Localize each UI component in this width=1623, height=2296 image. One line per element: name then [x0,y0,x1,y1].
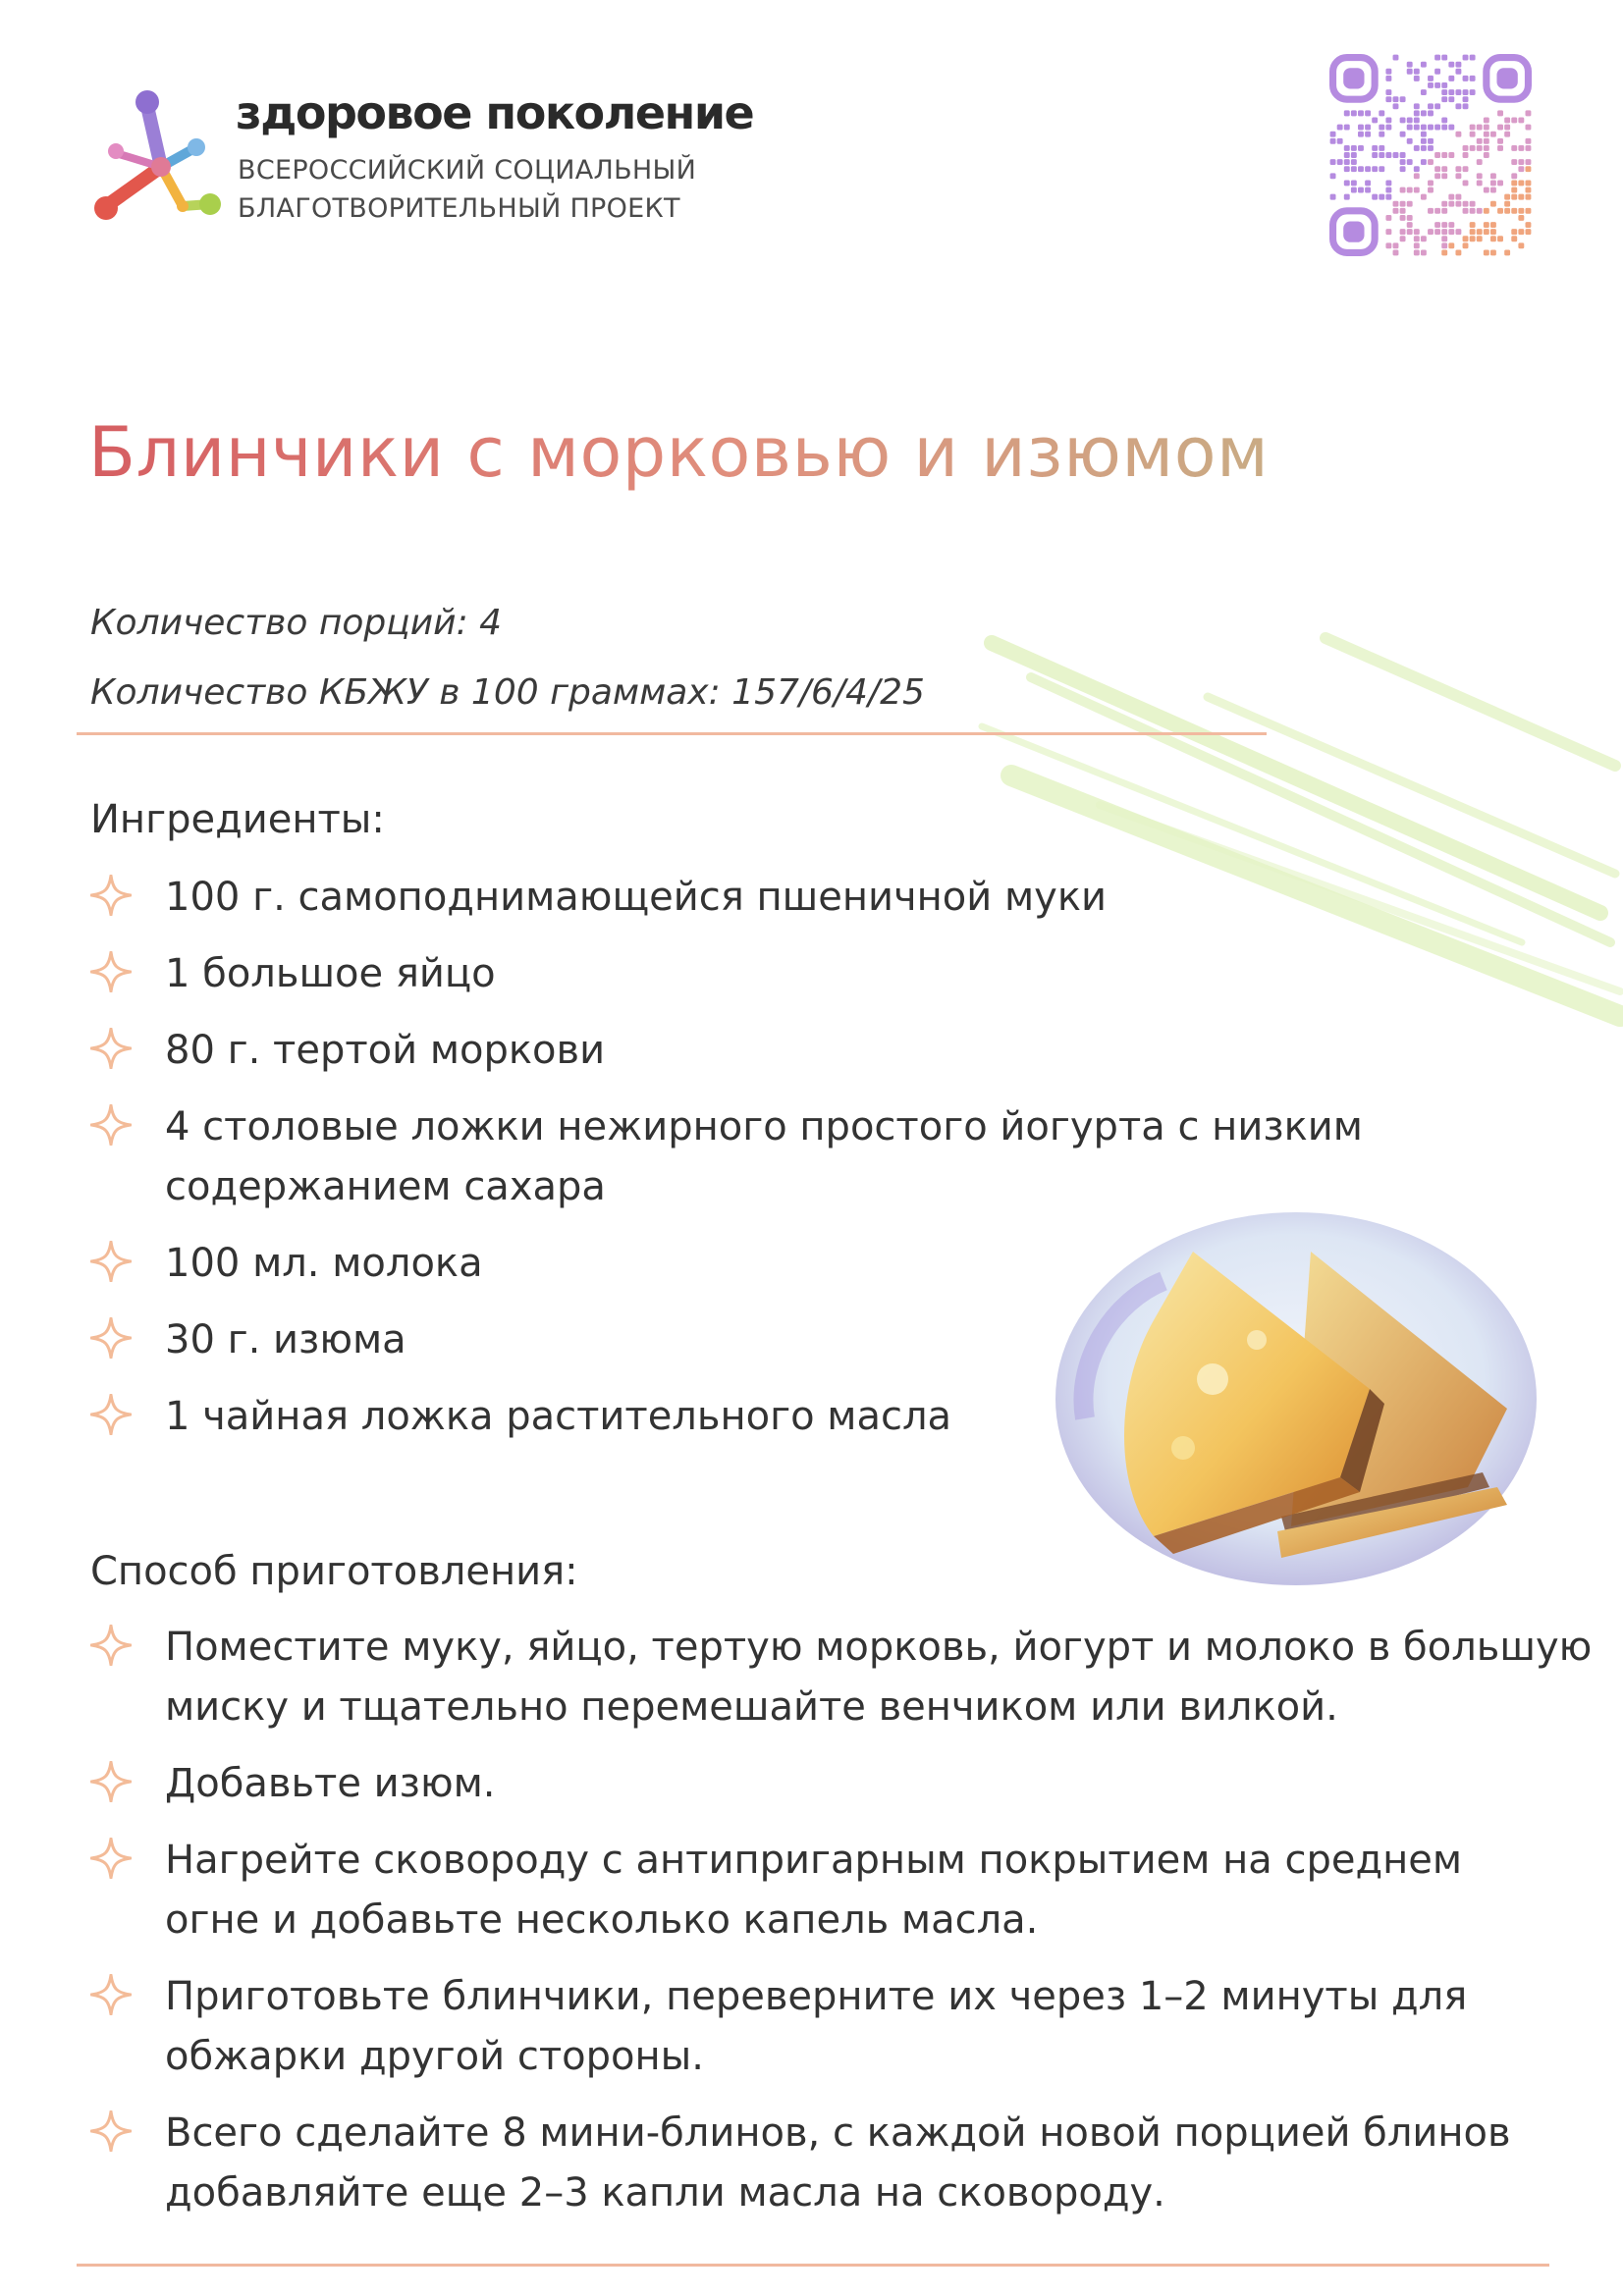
servings-count: Количество порций: 4 [90,603,503,643]
recipe-title: Блинчики с морковью и изюмом [88,412,1270,493]
sparkle-star-icon [90,1103,132,1145]
sparkle-star-icon [90,1393,132,1434]
ingredient-item: 80 г. тертой моркови [90,1021,1563,1081]
method-step: Нагрейте сковороду с антипригарным покрытием на среднем огне и добавьте несколько капель масла. [90,1831,1559,1950]
molecule-logo-icon [86,77,224,234]
method-heading: Способ приготовления: [90,1549,578,1594]
method-step: Поместите муку, яйцо, тертую морковь, йогурт и молоко в большую миску и тщательно перемешайте венчиком или вилкой. [90,1618,1623,1737]
sparkle-star-icon [90,950,132,991]
brand-name: здоровое поколение [236,86,754,139]
ingredient-item: 1 большое яйцо [90,944,1563,1004]
ingredient-item: 100 г. самоподнимающейся пшеничной муки [90,868,1563,928]
method-step: Приготовьте блинчики, переверните их через 1–2 минуты для обжарки другой стороны. [90,1967,1559,2087]
meta-divider [77,732,1267,735]
sparkle-star-icon [90,1316,132,1358]
bottom-divider [77,2264,1549,2267]
sparkle-star-icon [90,1027,132,1068]
ingredients-heading: Ингредиенты: [90,797,385,842]
brand-subtitle-line1: ВСЕРОССИЙСКИЙ СОЦИАЛЬНЫЙ [238,155,697,186]
sparkle-star-icon [90,1973,132,2014]
sparkle-star-icon [90,1760,132,1801]
sparkle-star-icon [90,2109,132,2151]
ingredient-item: 100 мл. молока [90,1234,1563,1294]
method-step: Всего сделайте 8 мини-блинов, с каждой новой порцией блинов добавляйте еще 2–3 капли масла на сковороду. [90,2104,1618,2223]
pancakes-illustration [1046,1193,1546,1595]
method-step: Добавьте изюм. [90,1754,1563,1814]
brand-subtitle-line2: БЛАГОТВОРИТЕЛЬНЫЙ ПРОЕКТ [238,193,680,224]
ingredient-item: 30 г. изюма [90,1310,1563,1370]
nutrition-info: Количество КБЖУ в 100 граммах: 157/6/4/25 [90,672,925,713]
sparkle-star-icon [90,1624,132,1665]
ingredient-item: 4 столовые ложки нежирного простого йогурта с низким содержанием сахара [90,1097,1392,1217]
method-steps-list [90,1618,1593,2240]
qr-code [1329,54,1532,256]
sparkle-star-icon [90,1837,132,1878]
ingredient-item: 1 чайная ложка растительного масла [90,1387,1563,1447]
sparkle-star-icon [90,874,132,915]
sparkle-star-icon [90,1240,132,1281]
